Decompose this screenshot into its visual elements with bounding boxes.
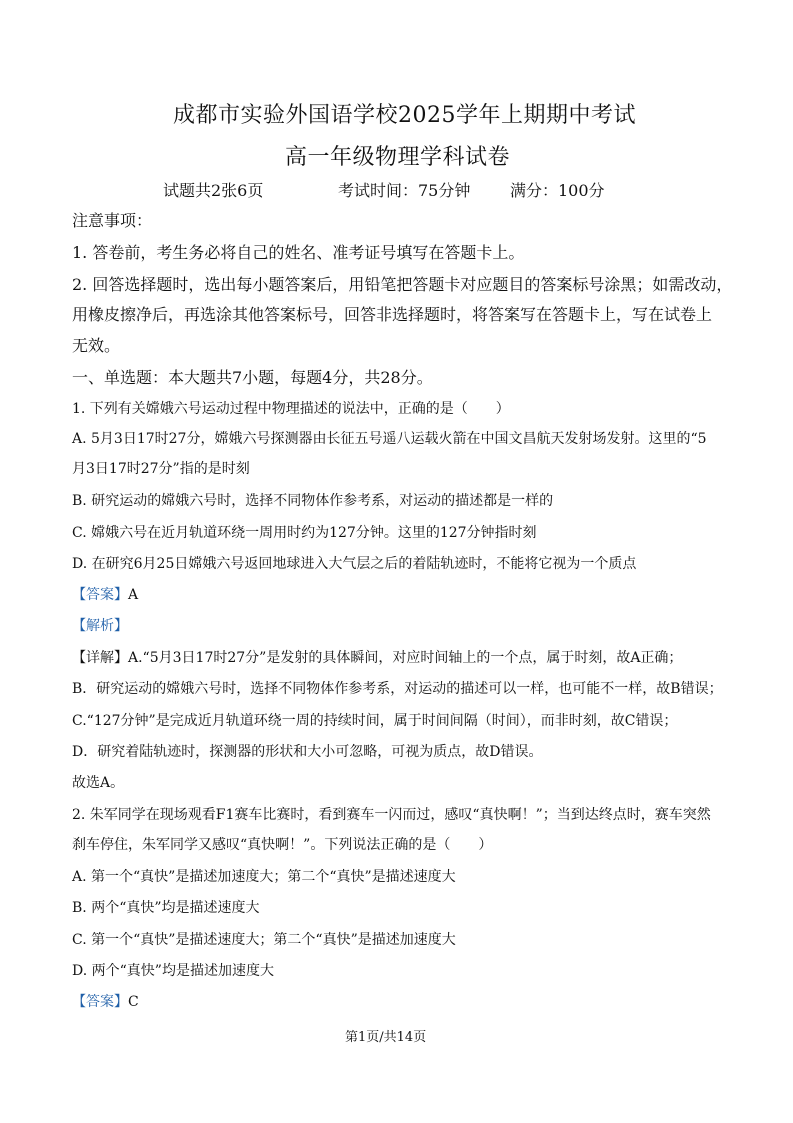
- question-1-option-a: A. 5月3日17时27分，嫦娥六号探测器由长征五号遥八运载火箭在中国文昌航天发射场发射。这里的“5: [72, 431, 707, 447]
- notice-item-2-line-2: 用橡皮擦净后，再选涂其他答案标号，回答非选择题时，将答案写在答题卡上，写在试卷上: [72, 305, 713, 324]
- question-2-stem: 2. 朱军同学在现场观看F1赛车比赛时，看到赛车一闪而过，感叹“真快啊！”；当到达终点时，赛车突然: [72, 807, 711, 823]
- detail-a: [72, 647, 682, 667]
- detail-c: C.“127分钟”是完成近月轨道环绕一周的持续时间，属于时间间隔（时间），而非时刻，故C错误；: [72, 713, 678, 729]
- question-1-option-a-cont: 月3日17时27分”指的是时刻: [72, 461, 250, 477]
- question-1-answer: [72, 584, 138, 604]
- full-score: 满分：100分: [510, 181, 605, 200]
- detail-a-text: A.“5月3日17时27分”是发射的具体瞬间，对应时间轴上的一个点，属于时刻，故A正确；: [128, 650, 683, 666]
- question-1-option-c: C. 嫦娥六号在近月轨道环绕一周用时约为127分钟。这里的127分钟指时刻: [72, 525, 537, 541]
- question-2-option-c: C. 第一个“真快”是描述速度大；第二个“真快”是描述加速度大: [72, 932, 456, 948]
- page-count: 试题共2张6页: [163, 181, 264, 200]
- question-2-option-a: A. 第一个“真快”是描述加速度大；第二个“真快”是描述速度大: [72, 869, 456, 885]
- detail-b: B．研究运动的嫦娥六号时，选择不同物体作参考系，对运动的描述可以一样，也可能不一样，故B错误；: [72, 681, 723, 697]
- question-2-option-b: B. 两个“真快”均是描述速度大: [72, 900, 260, 916]
- question-1-conclusion: 故选A。: [72, 775, 125, 791]
- answer-value: A: [128, 587, 139, 603]
- page-footer: 第1页/共14页: [345, 1030, 427, 1045]
- detail-d: D．研究着陆轨迹时，探测器的形状和大小可忽略，可视为质点，故D错误。: [72, 744, 543, 760]
- question-1-option-b: B. 研究运动的嫦娥六号时，选择不同物体作参考系，对运动的描述都是一样的: [72, 493, 554, 509]
- question-2-option-d: D. 两个“真快”均是描述加速度大: [72, 963, 274, 979]
- exam-time: 考试时间：75分钟: [338, 181, 471, 200]
- answer-tag: 【答案】: [72, 587, 128, 603]
- question-1-option-d: D. 在研究6月25日嫦娥六号返回地球进入大气层之后的着陆轨迹时，不能将它视为一个质点: [72, 556, 637, 572]
- notice-heading: 注意事项：: [72, 211, 153, 230]
- question-2-answer: [72, 991, 139, 1011]
- notice-item-2-line-1: 2. 回答选择题时，选出每小题答案后，用铅笔把答题卡对应题目的答案标号涂黑；如需改动，: [72, 275, 733, 294]
- question-1-stem: 1. 下列有关嫦娥六号运动过程中物理描述的说法中，正确的是（ ）: [72, 401, 510, 417]
- answer-value: C: [128, 994, 139, 1010]
- notice-item-2-line-3: 无效。: [72, 336, 121, 355]
- exam-title: 成都市实验外国语学校2025学年上期期中考试: [173, 103, 636, 128]
- section-heading: 一、单选题：本大题共7小题，每题4分，共28分。: [72, 368, 433, 387]
- question-2-stem-cont: 刹车停住，朱军同学又感叹“真快啊！”。下列说法正确的是（ ）: [72, 837, 493, 853]
- analysis-tag: 【解析】: [72, 618, 128, 634]
- exam-subtitle: 高一年级物理学科试卷: [285, 145, 511, 170]
- detail-tag: 【详解】: [72, 650, 128, 666]
- notice-item-1: 1. 答卷前，考生务必将自己的姓名、准考证号填写在答题卡上。: [72, 243, 525, 262]
- answer-tag: 【答案】: [72, 994, 128, 1010]
